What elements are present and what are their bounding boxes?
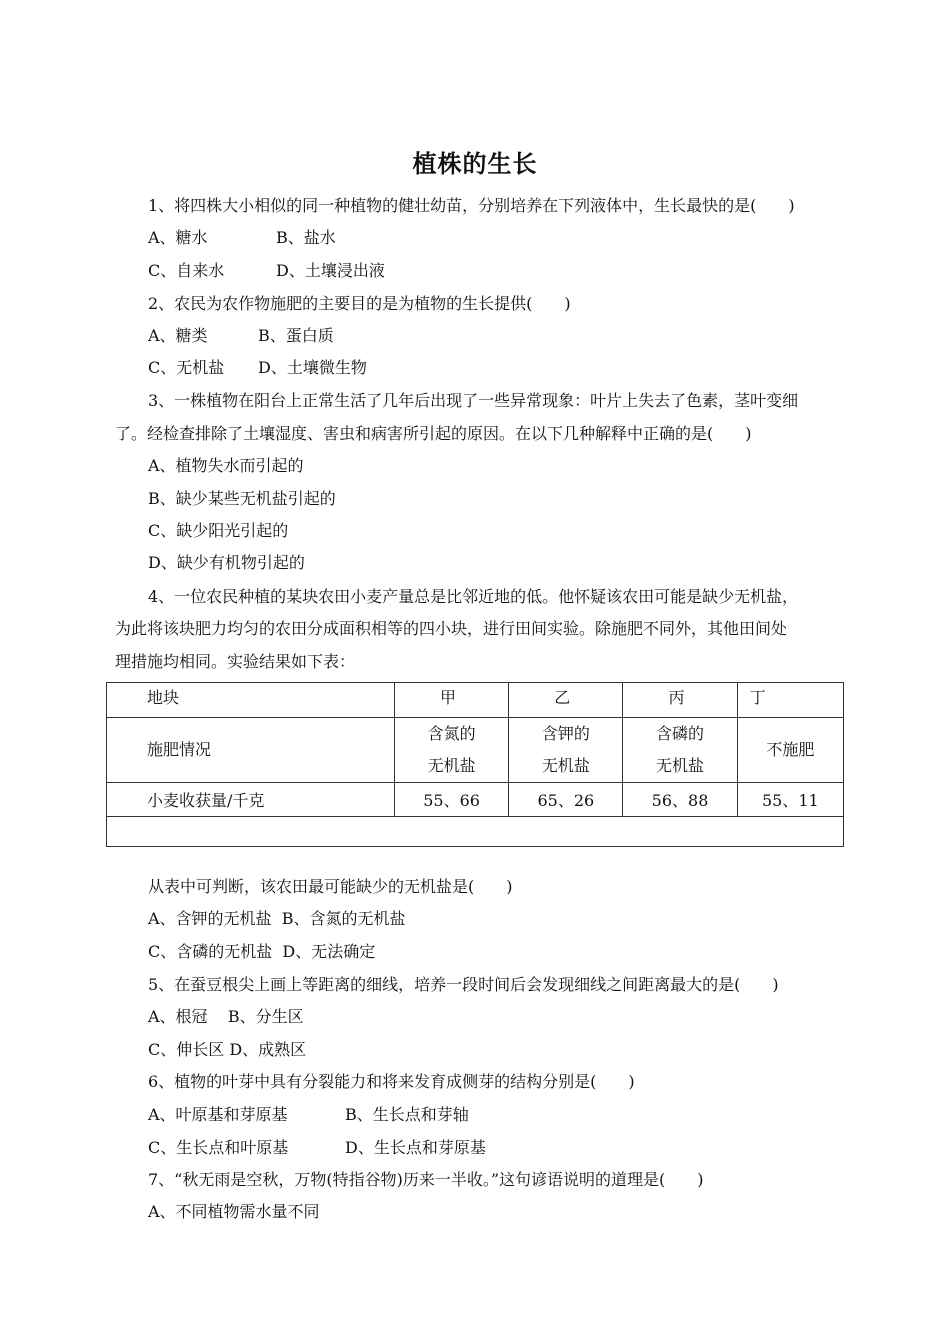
q6-option-d: D、生长点和芽原基 [345,1138,486,1157]
table-empty-row [107,817,844,847]
table-cell [623,718,737,783]
q3-option-a: A、植物失水而引起的 [148,456,304,475]
table-header-cell: 地块 [107,683,395,718]
q3-option-d: D、缺少有机物引起的 [148,553,305,572]
table-header-cell: 丙 [623,683,737,718]
cell-line: 无机盐 [427,756,476,775]
q1-stem: 1、将四株大小相似的同一种植物的健壮幼苗，分别培养在下列液体中，生长最快的是( ) [148,196,795,215]
table-cell: 55、11 [737,783,843,817]
q1-option-d: D、土壤浸出液 [276,261,385,280]
table-cell [509,718,623,783]
q6-stem: 6、植物的叶芽中具有分裂能力和将来发育成侧芽的结构分别是( ) [148,1072,635,1091]
table-row [107,718,844,783]
q1-option-b: B、盐水 [276,228,336,247]
table-cell [395,718,509,783]
cell-line: 含磷的 [656,724,705,743]
page-title: 植株的生长 [412,150,538,178]
q6-option-b: B、生长点和芽轴 [345,1105,469,1124]
q5-stem: 5、在蚕豆根尖上画上等距离的细线，培养一段时间后会发现细线之间距离最大的是( ) [148,975,779,994]
q4-stem-line1: 4、一位农民种植的某块农田小麦产量总是比邻近地的低。他怀疑该农田可能是缺少无机盐， [148,587,799,606]
cell-line: 含钾的 [541,724,590,743]
table-empty-cell [107,817,844,847]
q4-question: 从表中可判断，该农田最可能缺少的无机盐是( ) [148,877,513,896]
q3-stem-line1: 3、一株植物在阳台上正常生活了几年后出现了一些异常现象：叶片上失去了色素，茎叶变细 [148,391,799,410]
q4-stem-line2: 为此将该块肥力均匀的农田分成面积相等的四小块，进行田间实验。除施肥不同外，其他田间处 [115,619,788,638]
table-header-row [107,683,844,718]
q6-option-a: A、叶原基和芽原基 [148,1105,288,1124]
q6-option-c: C、生长点和叶原基 [148,1138,289,1157]
q5-options-cd: C、伸长区 D、成熟区 [148,1040,307,1059]
q3-option-b: B、缺少某些无机盐引起的 [148,489,336,508]
q3-option-c: C、缺少阳光引起的 [148,521,289,540]
q7-stem: 7、“秋无雨是空秋，万物(特指谷物)历来一半收。”这句谚语说明的道理是( ) [148,1170,704,1189]
q5-options-ab: A、根冠 B、分生区 [148,1007,304,1026]
table-cell: 55、66 [395,783,509,817]
table-header-cell: 丁 [737,683,843,718]
q3-stem-line2: 了。经检查排除了土壤湿度、害虫和病害所引起的原因。在以下几种解释中正确的是( ) [115,424,752,443]
q4-options-cd: C、含磷的无机盐 D、无法确定 [148,942,376,961]
q7-option-a: A、不同植物需水量不同 [148,1202,320,1221]
q2-option-b: B、蛋白质 [258,326,334,345]
q2-option-c: C、无机盐 [148,358,225,377]
table-cell: 56、88 [623,783,737,817]
fertilizer-label: 施肥情况 [107,718,395,783]
q2-option-a: A、糖类 [148,326,208,345]
table-row [107,783,844,817]
q1-option-a: A、糖水 [148,228,208,247]
q1-option-c: C、自来水 [148,261,225,280]
cell-line: 无机盐 [541,756,590,775]
table-header-cell: 乙 [509,683,623,718]
cell-line: 无机盐 [656,756,705,775]
results-table [106,682,844,847]
cell-line: 含氮的 [427,724,476,743]
table-cell: 不施肥 [737,718,843,783]
table-cell: 65、26 [509,783,623,817]
q4-options-ab: A、含钾的无机盐 B、含氮的无机盐 [148,909,406,928]
q4-stem-line3: 理措施均相同。实验结果如下表： [115,652,356,671]
yield-label: 小麦收获量/千克 [107,783,395,817]
q2-stem: 2、农民为农作物施肥的主要目的是为植物的生长提供( ) [148,294,571,313]
q2-option-d: D、土壤微生物 [258,358,367,377]
table-header-cell: 甲 [395,683,509,718]
